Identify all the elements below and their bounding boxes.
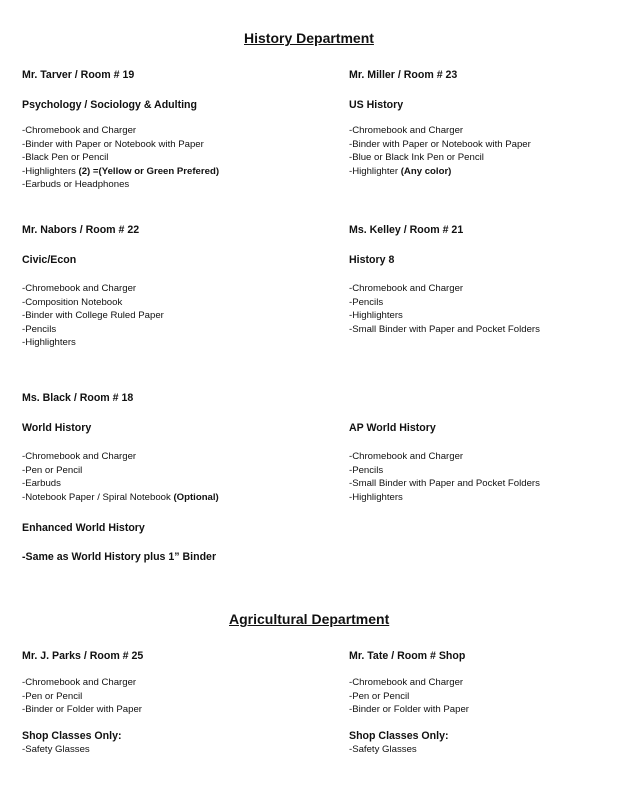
list-item: -Small Binder with Paper and Pocket Folders [349, 323, 540, 335]
miller-teacher-heading: Mr. Miller / Room # 23 [349, 69, 458, 81]
list-item: -Chromebook and Charger [349, 283, 464, 294]
list-item: -Binder or Folder with Paper [22, 704, 142, 716]
list-item: -Highlighters [349, 310, 403, 322]
list-item: -Earbuds [22, 478, 61, 490]
list-item: -Pen or Pencil [22, 464, 83, 476]
list-item: -Safety Glasses [22, 744, 90, 755]
list-item: -Binder or Folder with Paper [349, 704, 469, 716]
list-item: -Chromebook and Charger [349, 677, 464, 688]
list-item: -Binder with Paper or Notebook with Paper [22, 138, 204, 150]
notebook-item-bold: (Optional) [173, 491, 219, 503]
list-item: -Blue or Black Ink Pen or Pencil [349, 152, 484, 164]
black-course-title: World History [22, 422, 92, 434]
ap-world-history-title: AP World History [349, 422, 436, 434]
list-item: -Pen or Pencil [349, 690, 410, 702]
tate-supply-list [349, 676, 469, 717]
kelley-teacher-heading: Ms. Kelley / Room # 21 [349, 224, 464, 236]
miller-course-title: US History [349, 99, 404, 111]
list-item: -Small Binder with Paper and Pocket Folders [349, 478, 540, 490]
kelley-supply-list [349, 282, 540, 336]
nabors-course-title: Civic/Econ [22, 254, 77, 266]
parks-shop-list [22, 743, 90, 757]
list-item: -Chromebook and Charger [22, 125, 137, 136]
parks-shop-title: Shop Classes Only: [22, 730, 122, 742]
list-item: -Chromebook and Charger [22, 677, 137, 688]
list-item: -Pencils [349, 296, 384, 308]
tarver-teacher-heading: Mr. Tarver / Room # 19 [22, 69, 135, 81]
list-item [22, 165, 219, 179]
miller-supply-list [349, 124, 531, 178]
list-item: -Chromebook and Charger [349, 125, 464, 136]
highlighter-item-bold: (Any color) [400, 165, 452, 177]
tate-shop-list [349, 743, 417, 757]
list-item: -Highlighters [22, 337, 76, 349]
ap-world-supply-list [349, 450, 540, 504]
list-item [349, 165, 531, 179]
list-item: -Pencils [349, 464, 384, 476]
enhanced-world-history-note: -Same as World History plus 1” Binder [22, 551, 217, 563]
tate-teacher-heading: Mr. Tate / Room # Shop [349, 650, 466, 662]
black-supply-list [22, 450, 219, 504]
parks-supply-list [22, 676, 142, 717]
list-item: -Earbuds or Headphones [22, 179, 130, 191]
list-item: -Chromebook and Charger [22, 283, 137, 294]
list-item: -Binder with College Ruled Paper [22, 310, 164, 322]
black-teacher-heading: Ms. Black / Room # 18 [22, 392, 134, 404]
list-item: -Pen or Pencil [22, 690, 83, 702]
nabors-supply-list [22, 282, 164, 350]
list-item: -Black Pen or Pencil [22, 152, 109, 164]
notebook-item-text: -Notebook Paper / Spiral Notebook [22, 491, 174, 503]
list-item: -Binder with Paper or Notebook with Paper [349, 138, 531, 150]
list-item: -Pencils [22, 323, 57, 335]
kelley-course-title: History 8 [349, 254, 395, 266]
enhanced-world-history-title: Enhanced World History [22, 522, 145, 534]
agricultural-department-title: Agricultural Department [229, 611, 390, 627]
tate-shop-title: Shop Classes Only: [349, 730, 449, 742]
list-item: -Chromebook and Charger [349, 451, 464, 462]
nabors-teacher-heading: Mr. Nabors / Room # 22 [22, 224, 140, 236]
list-item: -Highlighters [349, 491, 403, 503]
history-department-title: History Department [244, 30, 374, 46]
list-item: -Chromebook and Charger [22, 451, 137, 462]
list-item [22, 491, 219, 505]
highlighter-item-text: -Highlighters [22, 165, 79, 177]
highlighter-item-text: -Highlighter [349, 165, 401, 177]
tarver-supply-list [22, 124, 219, 192]
tarver-course-title: Psychology / Sociology & Adulting [22, 99, 198, 111]
list-item: -Composition Notebook [22, 296, 123, 308]
parks-teacher-heading: Mr. J. Parks / Room # 25 [22, 650, 144, 662]
list-item: -Safety Glasses [349, 744, 417, 755]
highlighter-item-bold: (2) =(Yellow or Green Prefered) [78, 165, 220, 177]
